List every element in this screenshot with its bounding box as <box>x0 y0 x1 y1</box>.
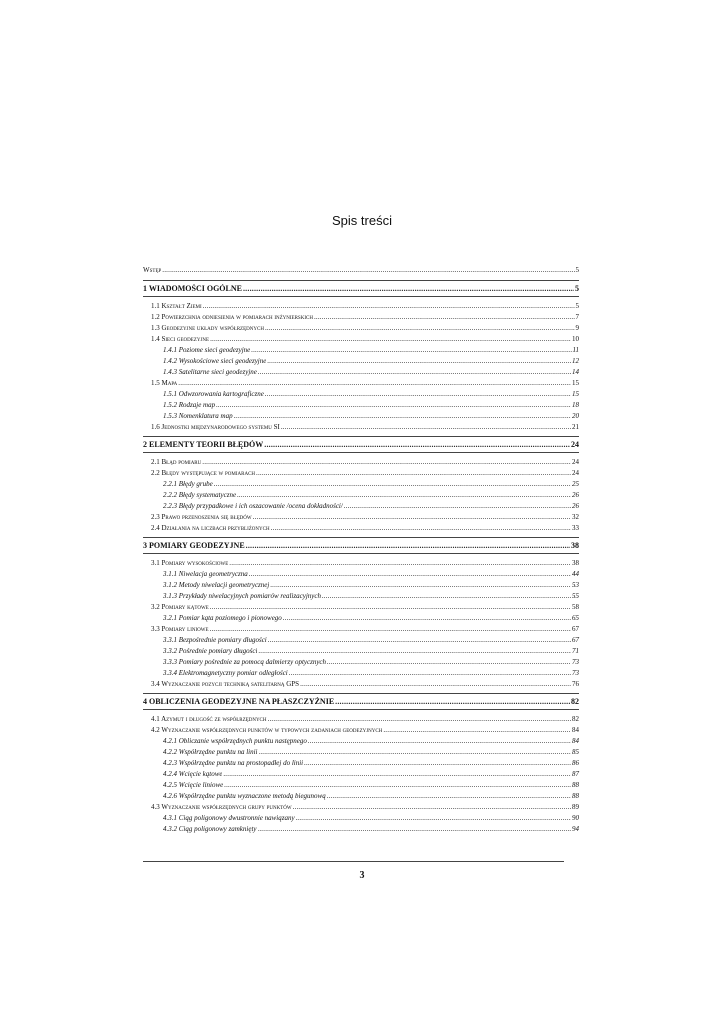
toc-entry-title: 1.1 Kształt Ziemi <box>151 302 202 310</box>
toc-entry-title: 4.2.2 Współrzędne punktu na linii <box>163 748 258 756</box>
dot-leader <box>258 825 571 833</box>
toc-entry <box>151 324 579 332</box>
dot-leader <box>268 715 572 723</box>
dot-leader <box>253 513 571 521</box>
toc-entry-page: 94 <box>572 825 579 833</box>
toc-entry <box>151 803 579 811</box>
toc-entry-page: 85 <box>572 748 579 756</box>
toc-entry-title: 1.2 Powierzchnia odniesienia w pomiarach inżynierskich <box>151 313 313 321</box>
toc-entry-page: 73 <box>572 669 579 677</box>
toc-entry <box>151 715 579 723</box>
toc-entry <box>163 737 579 745</box>
chapter-rule <box>143 553 579 554</box>
toc-entry <box>163 502 579 510</box>
toc-entry-title: 3.2 Pomiary kątowe <box>151 603 209 611</box>
toc-entry <box>151 680 579 688</box>
toc-entry-title: 2.2.2 Błędy systematyczne <box>163 491 237 499</box>
toc-entry <box>143 284 579 293</box>
toc-entry-title: Wstęp <box>143 266 162 274</box>
toc-entry-title: 4.2.4 Wcięcie kątowe <box>163 770 223 778</box>
dot-leader <box>308 737 571 745</box>
toc-entry <box>151 625 579 633</box>
toc-entry <box>163 669 579 677</box>
dot-leader <box>270 581 571 589</box>
toc-entry-page: 26 <box>572 502 579 510</box>
toc-entry-title: 1.5.3 Nomenklatura map <box>163 412 233 420</box>
toc-entry <box>143 541 579 550</box>
toc-entry-page: 24 <box>571 440 579 449</box>
dot-leader <box>258 368 571 376</box>
dot-leader <box>256 469 571 477</box>
toc-entry-page: 88 <box>572 781 579 789</box>
dot-leader <box>289 669 571 677</box>
toc-entry-title: 4.2.3 Współrzędne punktu na prostopadłej do linii <box>163 759 304 767</box>
dot-leader <box>210 335 571 343</box>
toc-entry-title: 2.2 Błędy występujące w pomiarach <box>151 469 256 477</box>
dot-leader <box>383 726 571 734</box>
dot-leader <box>229 559 571 567</box>
toc-entry <box>163 390 579 398</box>
toc-entry-title: 3.1.3 Przykłady niwelacyjnych pomiarów realizacyjnych <box>163 592 321 600</box>
dot-leader <box>314 313 575 321</box>
toc-entry-title: 1.4.2 Wysokościowe sieci geodezyjne <box>163 357 267 365</box>
toc-entry <box>163 412 579 420</box>
toc-entry-page: 14 <box>572 368 579 376</box>
toc-entry <box>163 770 579 778</box>
dot-leader <box>178 379 571 387</box>
toc-entry-page: 18 <box>572 401 579 409</box>
toc-entry-title: 3.1 Pomiary wysokościowe <box>151 559 229 567</box>
chapter-rule <box>143 709 579 710</box>
toc-entry-page: 58 <box>572 603 579 611</box>
toc-entry <box>163 480 579 488</box>
toc-entry-page: 82 <box>571 697 579 706</box>
toc-entry-page: 7 <box>575 313 579 321</box>
toc-entry <box>163 491 579 499</box>
toc-entry <box>163 346 579 354</box>
toc-entry-title: 4 OBLICZENIA GEODEZYJNE NA PŁASZCZYŹNIE <box>143 697 335 706</box>
toc-entry-page: 88 <box>572 792 579 800</box>
toc-entry-title: 3.3.4 Elektromagnetyczny pomiar odległości <box>163 669 288 677</box>
toc-entry-title: 3.3 Pomiary liniowe <box>151 625 209 633</box>
dot-leader <box>344 502 571 510</box>
dot-leader <box>249 570 571 578</box>
toc-entry-page: 71 <box>572 647 579 655</box>
toc-entry-title: 4.1 Azymut i długość ze współrzędnych <box>151 715 267 723</box>
toc-entry <box>163 592 579 600</box>
toc-entry <box>163 814 579 822</box>
dot-leader <box>300 680 571 688</box>
toc-entry-title: 1.4.1 Poziome sieci geodezyjne <box>163 346 251 354</box>
toc-entry <box>163 401 579 409</box>
toc-entry-title: 1.6 Jednostki międzynarodowego systemu SI <box>151 423 280 431</box>
toc-entry-title: 2.4 Działania na liczbach przybliżonych <box>151 524 270 532</box>
dot-leader <box>268 636 571 644</box>
toc-entry-title: 3.1.1 Niwelacja geometryczna <box>163 570 248 578</box>
toc-entry-title: 3.1.2 Metody niwelacji geometrycznej <box>163 581 270 589</box>
dot-leader <box>202 458 571 466</box>
toc-entry <box>151 302 579 310</box>
toc-entry-page: 10 <box>572 335 579 343</box>
toc-entry-page: 15 <box>572 379 579 387</box>
dot-leader <box>223 770 571 778</box>
toc-entry-page: 55 <box>572 592 579 600</box>
toc-entry-page: 11 <box>572 346 579 354</box>
toc-entry <box>151 726 579 734</box>
toc-entry <box>151 423 579 431</box>
dot-leader <box>271 524 571 532</box>
dot-leader <box>234 412 571 420</box>
toc-entry-title: 1.4.3 Satelitarne sieci geodezyjne <box>163 368 257 376</box>
toc-entry-title: 2.3 Prawo przenoszenia się błędów <box>151 513 252 521</box>
toc-entry-title: 1.5 Mapa <box>151 379 178 387</box>
toc-entry-title: 2.2.1 Błędy grube <box>163 480 213 488</box>
toc-entry-page: 67 <box>572 625 579 633</box>
toc-entry-title: 2.2.3 Błędy przypadkowe i ich oszacowanie /ocena dokładności/ <box>163 502 343 510</box>
toc-entry <box>163 581 579 589</box>
toc-entry <box>151 469 579 477</box>
toc-entry <box>151 524 579 532</box>
dot-leader <box>296 814 571 822</box>
toc-entry <box>151 513 579 521</box>
dot-leader <box>224 781 571 789</box>
dot-leader <box>210 603 571 611</box>
toc-entry <box>163 825 579 833</box>
dot-leader <box>264 440 570 449</box>
toc-entry-page: 33 <box>572 524 579 532</box>
dot-leader <box>267 357 571 365</box>
toc-entry-title: 3.4 Wyznaczanie pozycji techniką satelitarną GPS <box>151 680 300 688</box>
toc-entry-title: 2.1 Błąd pomiaru <box>151 458 202 466</box>
dot-leader <box>216 401 571 409</box>
toc-entry-title: 4.2.1 Obliczanie współrzędnych punktu następnego <box>163 737 307 745</box>
toc-entry <box>163 614 579 622</box>
toc-entry-title: 1.3 Geodezyjne układy współrzędnych <box>151 324 264 332</box>
toc-title: Spis treści <box>332 213 392 228</box>
toc-entry-title: 4.3.2 Ciąg poligonowy zamknięty <box>163 825 257 833</box>
toc-entry-page: 38 <box>572 559 579 567</box>
toc-entry-page: 5 <box>575 302 579 310</box>
chapter-rule <box>143 296 579 297</box>
toc-entry <box>163 636 579 644</box>
toc-entry-title: 3.3.1 Bezpośrednie pomiary długości <box>163 636 267 644</box>
toc-entry <box>163 781 579 789</box>
dot-leader <box>210 625 571 633</box>
toc-entry-page: 82 <box>572 715 579 723</box>
chapter-rule <box>143 693 579 694</box>
toc-entry-title: 1.4 Sieci geodezyjne <box>151 335 210 343</box>
toc-entry-title: 4.3.1 Ciąg poligonowy dwustronnie nawiązany <box>163 814 295 822</box>
toc-entry <box>151 458 579 466</box>
dot-leader <box>265 324 575 332</box>
toc-entry-title: 3 POMIARY GEODEZYJNE <box>143 541 245 550</box>
chapter-rule <box>143 452 579 453</box>
dot-leader <box>327 658 571 666</box>
toc-entry-page: 9 <box>575 324 579 332</box>
dot-leader <box>214 480 571 488</box>
dot-leader <box>283 614 571 622</box>
toc-entry-page: 65 <box>572 614 579 622</box>
toc-entry-page: 90 <box>572 814 579 822</box>
toc-entry-page: 84 <box>572 726 579 734</box>
toc-entry-title: 3.3.2 Pośrednie pomiary długości <box>163 647 258 655</box>
dot-leader <box>327 792 571 800</box>
toc-entry-title: 3.2.1 Pomiar kąta poziomego i pionowego <box>163 614 282 622</box>
toc-entry-title: 3.3.3 Pomiary pośrednie za pomocą dalmierzy optycznych <box>163 658 327 666</box>
toc-entry-title: 1.5.2 Rodzaje map <box>163 401 216 409</box>
toc-entry-page: 21 <box>572 423 579 431</box>
toc-entry-page: 25 <box>572 480 579 488</box>
toc-entry-page: 86 <box>572 759 579 767</box>
toc-entry-title: 4.2 Wyznaczanie współrzędnych punktów w typowych zadaniach geodezyjnych <box>151 726 383 734</box>
dot-leader <box>322 592 571 600</box>
toc-entry <box>163 759 579 767</box>
toc-entry <box>163 357 579 365</box>
toc-entry <box>163 647 579 655</box>
toc-entry <box>143 266 579 274</box>
toc-entry-page: 5 <box>575 266 579 274</box>
dot-leader <box>243 284 574 293</box>
dot-leader <box>335 697 570 706</box>
dot-leader <box>246 541 570 550</box>
toc-entry <box>163 792 579 800</box>
dot-leader <box>203 302 575 310</box>
toc-entry-page: 32 <box>572 513 579 521</box>
toc-entry-title: 4.3 Wyznaczanie współrzędnych grupy punktów <box>151 803 292 811</box>
toc-entry-page: 67 <box>572 636 579 644</box>
toc-entry <box>151 379 579 387</box>
toc-entry <box>151 603 579 611</box>
dot-leader <box>237 491 571 499</box>
toc-entry-page: 44 <box>572 570 579 578</box>
dot-leader <box>293 803 571 811</box>
toc-entry-page: 76 <box>572 680 579 688</box>
toc-entry <box>163 658 579 666</box>
toc-entry-title: 4.2.6 Współrzędne punktu wyznaczone metodą biegunową <box>163 792 326 800</box>
dot-leader <box>162 266 574 274</box>
toc-entry-page: 26 <box>572 491 579 499</box>
toc-entry-title: 4.2.5 Wcięcie liniowe <box>163 781 224 789</box>
toc-entry-title: 2 ELEMENTY TEORII BŁĘDÓW <box>143 440 264 449</box>
toc-entry <box>163 570 579 578</box>
toc-entry <box>143 697 579 706</box>
chapter-rule <box>143 280 579 281</box>
toc-entry-page: 73 <box>572 658 579 666</box>
dot-leader <box>258 647 571 655</box>
dot-leader <box>304 759 571 767</box>
toc-entry <box>151 313 579 321</box>
toc-entry-page: 24 <box>572 458 579 466</box>
toc-entry-title: 1.5.1 Odwzorowania kartograficzne <box>163 390 264 398</box>
toc-entry-page: 89 <box>572 803 579 811</box>
dot-leader <box>259 748 572 756</box>
toc-entry-page: 20 <box>572 412 579 420</box>
page-number: 3 <box>359 870 365 881</box>
toc-entry-page: 24 <box>572 469 579 477</box>
toc-entry-page: 15 <box>572 390 579 398</box>
toc-entry-page: 53 <box>572 581 579 589</box>
toc-entry <box>151 335 579 343</box>
toc-entry <box>151 559 579 567</box>
toc-entry-page: 38 <box>571 541 579 550</box>
toc-entry-title: 1 WIADOMOŚCI OGÓLNE <box>143 284 242 293</box>
toc-entry-page: 12 <box>572 357 579 365</box>
chapter-rule <box>143 537 579 538</box>
toc-entry <box>163 748 579 756</box>
toc-entry-page: 84 <box>572 737 579 745</box>
toc-entry-page: 5 <box>575 284 579 293</box>
footer-divider <box>143 861 564 862</box>
toc-entry-page: 87 <box>572 770 579 778</box>
toc-entry <box>163 368 579 376</box>
toc-entry <box>143 440 579 449</box>
dot-leader <box>281 423 571 431</box>
dot-leader <box>265 390 571 398</box>
dot-leader <box>251 346 571 354</box>
chapter-rule <box>143 436 579 437</box>
